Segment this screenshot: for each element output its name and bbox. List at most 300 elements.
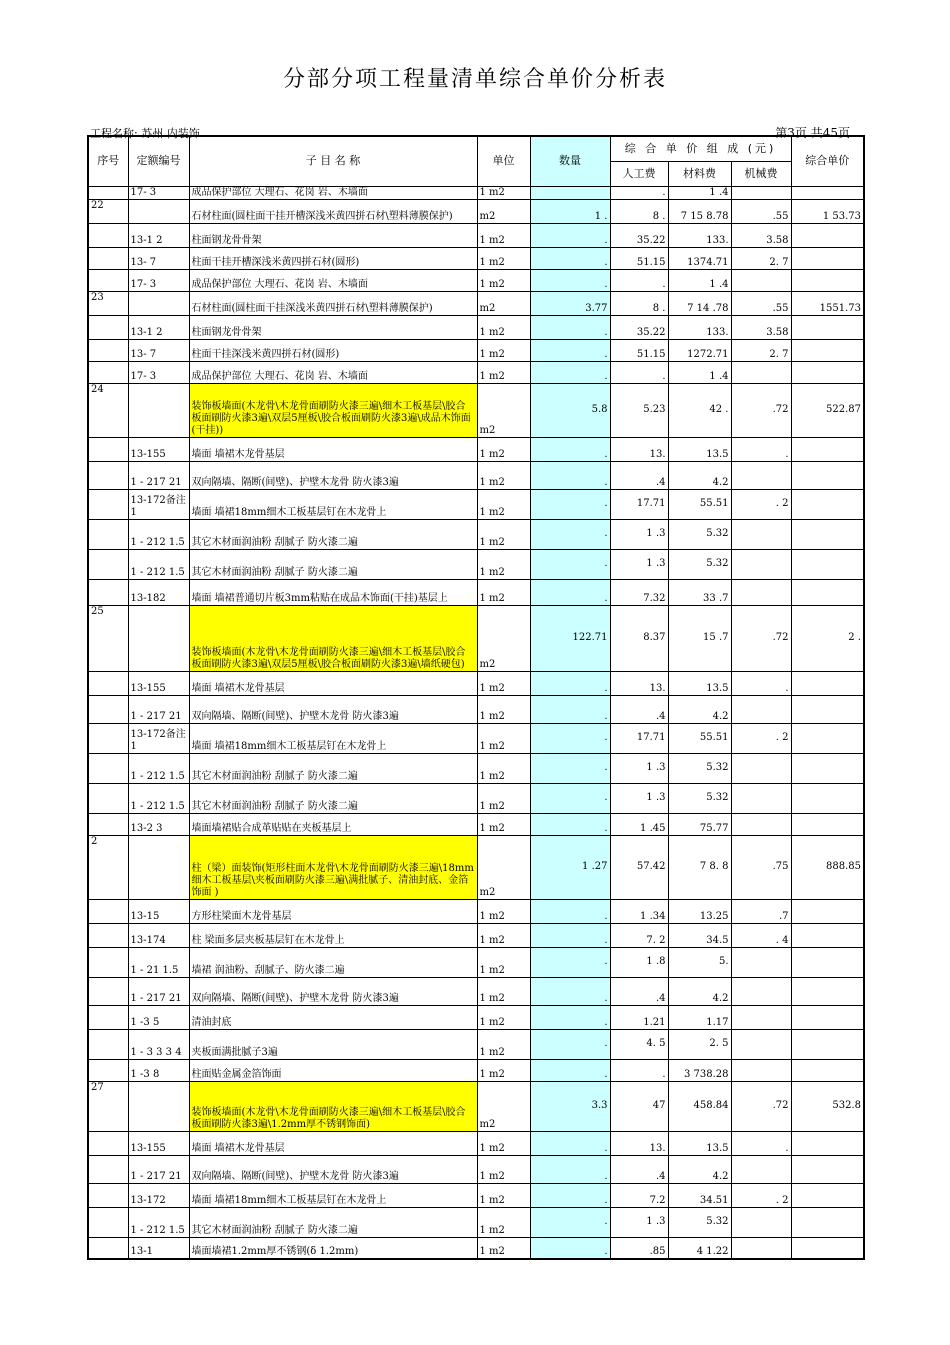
- table-row: [88, 605, 864, 671]
- cell-total: [791, 461, 864, 489]
- cell-material: 55.51: [668, 723, 731, 753]
- cell-total: [791, 813, 864, 835]
- cell-name: 装饰板墙面(木龙骨\木龙骨面刷防火漆三遍\细木工板基层\胶合板面刷防火漆3遍\1.2mm厚不锈钢饰面): [189, 1081, 477, 1131]
- cell-material: 133.: [668, 315, 731, 339]
- cell-code: 1 - 217 21: [128, 461, 189, 489]
- cell-unit: 1 m2: [477, 1005, 530, 1029]
- cell-code: 13-15: [128, 899, 189, 923]
- cell-unit: 1 m2: [477, 1237, 530, 1259]
- cell-machine: [731, 783, 791, 813]
- cell-name: 双向隔墙、隔断(间壁)、护壁木龙骨 防火漆3遍: [189, 461, 477, 489]
- cell-labor: .4: [610, 461, 668, 489]
- cell-labor: 51.15: [610, 339, 668, 361]
- cell-total: [791, 1237, 864, 1259]
- cell-seq: [88, 783, 128, 813]
- cell-material: 1.17: [668, 1005, 731, 1029]
- header-machine: 机械费: [731, 161, 791, 186]
- cell-code: 1 - 217 21: [128, 1155, 189, 1183]
- table-row: [88, 1029, 864, 1059]
- cell-name: 墙面 墙裙普通切片板3mm粘贴在成品木饰面(干挂)基层上: [189, 579, 477, 605]
- cell-unit: m2: [477, 605, 530, 671]
- cell-labor: 35.22: [610, 315, 668, 339]
- cell-name: 双向隔墙、隔断(间壁)、护壁木龙骨 防火漆3遍: [189, 1155, 477, 1183]
- cell-qty: .: [530, 361, 610, 383]
- cell-labor: 47: [610, 1081, 668, 1131]
- cell-qty: .: [530, 315, 610, 339]
- header-name: 子 目 名 称: [189, 136, 477, 186]
- table-row: [88, 1237, 864, 1259]
- page-title: 分部分项工程量清单综合单价分析表: [282, 67, 667, 92]
- cell-machine: 2. 7: [731, 247, 791, 269]
- cell-code: 13- 7: [128, 247, 189, 269]
- cell-total: [791, 489, 864, 519]
- cell-seq: [88, 1183, 128, 1207]
- cell-qty: .: [530, 1207, 610, 1237]
- cell-total: [791, 1183, 864, 1207]
- cell-name: 柱面贴金属金箔饰面: [189, 1059, 477, 1081]
- cell-labor: 17.71: [610, 489, 668, 519]
- cell-seq: [88, 695, 128, 723]
- cell-total: [791, 1005, 864, 1029]
- cell-code: 13-182: [128, 579, 189, 605]
- cell-code: 13-155: [128, 671, 189, 695]
- cell-seq: [88, 519, 128, 549]
- cell-unit: m2: [477, 291, 530, 315]
- cell-labor: 1.21: [610, 1005, 668, 1029]
- cell-qty: 5.8: [530, 383, 610, 437]
- cell-machine: .: [731, 437, 791, 461]
- cell-material: 1 .4: [668, 186, 731, 199]
- cell-code: 13-1 2: [128, 315, 189, 339]
- cell-total: [791, 315, 864, 339]
- cell-machine: [731, 519, 791, 549]
- cell-machine: [731, 1029, 791, 1059]
- cell-seq: [88, 1029, 128, 1059]
- header-composition: 综 合 单 价 组 成 (元): [610, 136, 791, 161]
- cell-machine: . 2: [731, 1183, 791, 1207]
- cell-name: 柱面干挂深浅米黄四拼石材(圆形): [189, 339, 477, 361]
- cell-labor: 13.: [610, 671, 668, 695]
- table-row: [88, 291, 864, 315]
- cell-seq: [88, 947, 128, 977]
- cell-unit: 1 m2: [477, 753, 530, 783]
- cell-code: 1 - 212 1.5: [128, 519, 189, 549]
- cell-unit: 1 m2: [477, 489, 530, 519]
- cell-labor: 51.15: [610, 247, 668, 269]
- table-row: [88, 223, 864, 247]
- cell-name: 墙面 墙裙18mm细木工板基层钉在木龙骨上: [189, 489, 477, 519]
- table-row: [88, 753, 864, 783]
- cell-qty: .: [530, 519, 610, 549]
- cell-unit: 1 m2: [477, 1131, 530, 1155]
- cell-seq: [88, 923, 128, 947]
- cell-qty: .: [530, 695, 610, 723]
- cell-labor: 1 .8: [610, 947, 668, 977]
- cell-total: [791, 361, 864, 383]
- table-row: [88, 186, 864, 199]
- cell-labor: 8 .: [610, 291, 668, 315]
- table-row: [88, 947, 864, 977]
- cell-seq: [88, 1131, 128, 1155]
- cell-machine: [731, 1155, 791, 1183]
- cell-labor: 5.23: [610, 383, 668, 437]
- cell-qty: .: [530, 1059, 610, 1081]
- cell-name: 墙面 墙裙木龙骨基层: [189, 1131, 477, 1155]
- cell-total: [791, 247, 864, 269]
- cell-machine: [731, 753, 791, 783]
- cell-material: 1374.71: [668, 247, 731, 269]
- cell-unit: 1 m2: [477, 519, 530, 549]
- cell-machine: .55: [731, 291, 791, 315]
- cell-seq: [88, 315, 128, 339]
- cell-name: 其它木材面润油粉 刮腻子 防火漆二遍: [189, 753, 477, 783]
- table-header: [88, 136, 864, 186]
- cell-name: 柱面干挂开槽深浅米黄四拼石材(圆形): [189, 247, 477, 269]
- cell-total: [791, 671, 864, 695]
- table-row: [88, 361, 864, 383]
- cell-qty: .: [530, 947, 610, 977]
- cell-material: 13.5: [668, 437, 731, 461]
- cell-unit: 1 m2: [477, 1155, 530, 1183]
- cell-code: 13-1 2: [128, 223, 189, 247]
- cell-code: [128, 383, 189, 437]
- table-row: [88, 695, 864, 723]
- cell-material: 7 14 .78: [668, 291, 731, 315]
- cell-total: [791, 753, 864, 783]
- cell-code: 13-1: [128, 1237, 189, 1259]
- cell-material: 4.2: [668, 695, 731, 723]
- cell-name: 其它木材面润油粉 刮腻子 防火漆二遍: [189, 1207, 477, 1237]
- cell-labor: 1 .45: [610, 813, 668, 835]
- cell-total: [791, 723, 864, 753]
- table-row: [88, 269, 864, 291]
- cell-name: 其它木材面润油粉 刮腻子 防火漆二遍: [189, 549, 477, 579]
- cell-machine: .72: [731, 1081, 791, 1131]
- table-row: [88, 383, 864, 437]
- cell-code: 17- 3: [128, 361, 189, 383]
- cell-machine: 2. 7: [731, 339, 791, 361]
- cell-qty: .: [530, 753, 610, 783]
- cell-code: 13-172备注1: [128, 489, 189, 519]
- cell-labor: .85: [610, 1237, 668, 1259]
- cell-seq: 24: [88, 383, 128, 437]
- cell-seq: [88, 361, 128, 383]
- cell-seq: [88, 549, 128, 579]
- cell-qty: .: [530, 461, 610, 489]
- cell-qty: .: [530, 489, 610, 519]
- table-row: [88, 1059, 864, 1081]
- header-code: 定额编号: [128, 136, 189, 186]
- cell-unit: 1 m2: [477, 947, 530, 977]
- cell-unit: 1 m2: [477, 923, 530, 947]
- cell-name: 装饰板墙面(木龙骨\木龙骨面刷防火漆三遍\细木工板基层\胶合板面刷防火漆3遍\双层5厘板\胶合板面刷防火漆3遍\成品木饰面(干挂)): [189, 383, 477, 437]
- cell-labor: 17.71: [610, 723, 668, 753]
- table-row: [88, 199, 864, 223]
- cell-name: 墙面 墙裙木龙骨基层: [189, 437, 477, 461]
- cell-name: 清油封底: [189, 1005, 477, 1029]
- table-row: [88, 813, 864, 835]
- cell-code: 13- 7: [128, 339, 189, 361]
- cell-material: 34.51: [668, 1183, 731, 1207]
- cell-machine: .7: [731, 899, 791, 923]
- cell-code: 1 - 212 1.5: [128, 783, 189, 813]
- cell-material: 7 8. 8: [668, 835, 731, 899]
- cell-material: 5.32: [668, 753, 731, 783]
- table-row: [88, 489, 864, 519]
- cell-seq: [88, 247, 128, 269]
- cell-name: 墙面 墙裙18mm细木工板基层钉在木龙骨上: [189, 1183, 477, 1207]
- cell-total: [791, 223, 864, 247]
- cell-machine: [731, 977, 791, 1005]
- cell-machine: [731, 549, 791, 579]
- table-row: [88, 899, 864, 923]
- cell-total: [791, 1029, 864, 1059]
- cell-material: 1 .4: [668, 361, 731, 383]
- cell-unit: 1 m2: [477, 549, 530, 579]
- cell-total: [791, 695, 864, 723]
- cell-machine: . 2: [731, 723, 791, 753]
- cell-total: [791, 783, 864, 813]
- cell-unit: m2: [477, 1081, 530, 1131]
- cell-qty: .: [530, 813, 610, 835]
- cell-code: 13-172备注1: [128, 723, 189, 753]
- cell-name: 墙面墙裙贴合成革贴贴在夹板基层上: [189, 813, 477, 835]
- cell-qty: 1 .27: [530, 835, 610, 899]
- cell-unit: m2: [477, 383, 530, 437]
- cell-code: 1 - 212 1.5: [128, 1207, 189, 1237]
- cell-material: 458.84: [668, 1081, 731, 1131]
- cell-total: [791, 339, 864, 361]
- cell-qty: .: [530, 723, 610, 753]
- cell-material: 75.77: [668, 813, 731, 835]
- cell-qty: 122.71: [530, 605, 610, 671]
- cell-qty: .: [530, 1005, 610, 1029]
- cell-seq: [88, 1207, 128, 1237]
- cell-material: 2. 5: [668, 1029, 731, 1059]
- cell-name: 双向隔墙、隔断(间壁)、护壁木龙骨 防火漆3遍: [189, 977, 477, 1005]
- cell-total: 522.87: [791, 383, 864, 437]
- cell-total: [791, 269, 864, 291]
- cell-seq: [88, 899, 128, 923]
- cell-code: 1 -3 5: [128, 1005, 189, 1029]
- cell-machine: .: [731, 1131, 791, 1155]
- cell-labor: .4: [610, 1155, 668, 1183]
- cell-machine: . 4: [731, 923, 791, 947]
- cell-seq: [88, 186, 128, 199]
- cell-name: 双向隔墙、隔断(间壁)、护壁木龙骨 防火漆3遍: [189, 695, 477, 723]
- cell-qty: 1 .: [530, 199, 610, 223]
- cell-seq: [88, 723, 128, 753]
- cell-qty: .: [530, 1029, 610, 1059]
- cell-qty: .: [530, 923, 610, 947]
- header-labor: 人工费: [610, 161, 668, 186]
- table-row: [88, 579, 864, 605]
- cell-unit: 1 m2: [477, 671, 530, 695]
- cell-machine: .55: [731, 199, 791, 223]
- cell-code: 1 - 217 21: [128, 977, 189, 1005]
- cell-labor: 4. 5: [610, 1029, 668, 1059]
- cell-name: 其它木材面润油粉 刮腻子 防火漆二遍: [189, 519, 477, 549]
- cell-labor: 7. 2: [610, 923, 668, 947]
- table-row: [88, 247, 864, 269]
- cell-material: 33 .7: [668, 579, 731, 605]
- cell-seq: 23: [88, 291, 128, 315]
- cell-seq: [88, 223, 128, 247]
- cell-name: 墙裙 润油粉、刮腻子、防火漆二遍: [189, 947, 477, 977]
- cell-total: 1551.73: [791, 291, 864, 315]
- cell-machine: .72: [731, 383, 791, 437]
- cell-unit: 1 m2: [477, 723, 530, 753]
- cell-code: 17- 3: [128, 186, 189, 199]
- cell-seq: [88, 1155, 128, 1183]
- cell-labor: 7.2: [610, 1183, 668, 1207]
- cell-labor: 57.42: [610, 835, 668, 899]
- cell-seq: [88, 671, 128, 695]
- cell-machine: [731, 695, 791, 723]
- cell-unit: 1 m2: [477, 1183, 530, 1207]
- cell-name: 成品保护部位 大理石、花岗 岩、木墙面: [189, 186, 477, 199]
- cell-qty: .: [530, 579, 610, 605]
- cell-unit: 1 m2: [477, 223, 530, 247]
- cell-qty: [530, 186, 610, 199]
- project-name: 工程名称: 苏州 内装饰: [90, 127, 200, 140]
- cell-unit: 1 m2: [477, 269, 530, 291]
- cell-total: 532.8: [791, 1081, 864, 1131]
- cell-code: 13-174: [128, 923, 189, 947]
- table-row: [88, 549, 864, 579]
- cell-code: 1 - 21 1.5: [128, 947, 189, 977]
- cell-total: [791, 519, 864, 549]
- table-row: [88, 1155, 864, 1183]
- table-row: [88, 339, 864, 361]
- cell-qty: .: [530, 1237, 610, 1259]
- cell-total: [791, 1059, 864, 1081]
- cell-code: 13-155: [128, 437, 189, 461]
- cell-unit: 1 m2: [477, 813, 530, 835]
- cell-material: 5.32: [668, 1207, 731, 1237]
- cell-machine: .72: [731, 605, 791, 671]
- cell-qty: .: [530, 247, 610, 269]
- table-row: [88, 519, 864, 549]
- cell-seq: [88, 579, 128, 605]
- cell-code: [128, 199, 189, 223]
- cell-name: 成品保护部位 大理石、花岗 岩、木墙面: [189, 361, 477, 383]
- cell-material: 4.2: [668, 1155, 731, 1183]
- cell-total: 888.85: [791, 835, 864, 899]
- cell-total: [791, 186, 864, 199]
- cell-material: 1 .4: [668, 269, 731, 291]
- cell-seq: 2: [88, 835, 128, 899]
- cell-material: 13.25: [668, 899, 731, 923]
- cell-seq: [88, 339, 128, 361]
- cell-name: 墙面 墙裙木龙骨基层: [189, 671, 477, 695]
- table-row: [88, 315, 864, 339]
- cell-machine: [731, 1207, 791, 1237]
- cell-code: 1 - 217 21: [128, 695, 189, 723]
- cell-machine: [731, 947, 791, 977]
- cell-unit: 1 m2: [477, 461, 530, 489]
- cell-material: 42 .: [668, 383, 731, 437]
- cell-labor: 1 .3: [610, 753, 668, 783]
- table-row: [88, 437, 864, 461]
- cell-code: 1 -3 8: [128, 1059, 189, 1081]
- cell-labor: .: [610, 186, 668, 199]
- cell-name: 成品保护部位 大理石、花岗 岩、木墙面: [189, 269, 477, 291]
- cell-labor: .: [610, 269, 668, 291]
- cell-labor: .: [610, 1059, 668, 1081]
- cell-labor: .4: [610, 977, 668, 1005]
- cell-material: 15 .7: [668, 605, 731, 671]
- cell-unit: m2: [477, 835, 530, 899]
- cell-seq: [88, 1237, 128, 1259]
- cell-unit: 1 m2: [477, 437, 530, 461]
- cell-seq: [88, 437, 128, 461]
- cell-name: 柱 梁面多层夹板基层钉在木龙骨上: [189, 923, 477, 947]
- table-row: [88, 923, 864, 947]
- table-row: [88, 723, 864, 753]
- table-row: [88, 977, 864, 1005]
- unit-price-table: [87, 135, 865, 1260]
- cell-machine: [731, 1059, 791, 1081]
- cell-qty: .: [530, 1183, 610, 1207]
- cell-unit: 1 m2: [477, 247, 530, 269]
- cell-qty: .: [530, 437, 610, 461]
- cell-material: 3 738.28: [668, 1059, 731, 1081]
- table-row: [88, 1207, 864, 1237]
- table-row: [88, 835, 864, 899]
- cell-qty: .: [530, 977, 610, 1005]
- table-row: [88, 1081, 864, 1131]
- cell-seq: [88, 977, 128, 1005]
- cell-seq: [88, 489, 128, 519]
- cell-seq: 22: [88, 199, 128, 223]
- cell-qty: 3.77: [530, 291, 610, 315]
- cell-seq: [88, 1059, 128, 1081]
- cell-name: 其它木材面润油粉 刮腻子 防火漆二遍: [189, 783, 477, 813]
- cell-total: 2 .: [791, 605, 864, 671]
- cell-material: 1272.71: [668, 339, 731, 361]
- cell-material: 5.: [668, 947, 731, 977]
- table-row: [88, 1131, 864, 1155]
- cell-unit: 1 m2: [477, 695, 530, 723]
- cell-name: 夹板面满批腻子3遍: [189, 1029, 477, 1059]
- cell-name: 墙面墙裙1.2mm厚不锈钢(δ 1.2mm): [189, 1237, 477, 1259]
- cell-total: [791, 977, 864, 1005]
- header-material: 材料费: [668, 161, 731, 186]
- table-row: [88, 783, 864, 813]
- header-total: 综合单价: [791, 136, 864, 186]
- cell-name: 柱面钢龙骨骨架: [189, 315, 477, 339]
- cell-code: [128, 605, 189, 671]
- cell-labor: 1 .3: [610, 1207, 668, 1237]
- cell-code: 1 - 212 1.5: [128, 753, 189, 783]
- table-body: [88, 186, 864, 1259]
- cell-material: 34.5: [668, 923, 731, 947]
- cell-machine: .: [731, 671, 791, 695]
- cell-qty: .: [530, 223, 610, 247]
- cell-unit: 1 m2: [477, 1029, 530, 1059]
- cell-total: [791, 437, 864, 461]
- header-qty: 数量: [530, 136, 610, 186]
- table-row: [88, 671, 864, 695]
- cell-qty: 3.3: [530, 1081, 610, 1131]
- cell-seq: [88, 813, 128, 835]
- cell-labor: 13.: [610, 1131, 668, 1155]
- cell-name: 装饰板墙面(木龙骨\木龙骨面刷防火漆三遍\细木工板基层\胶合板面刷防火漆3遍\双层5厘板\胶合板面刷防火漆3遍\墙纸硬包): [189, 605, 477, 671]
- cell-material: 13.5: [668, 671, 731, 695]
- cell-material: 133.: [668, 223, 731, 247]
- table-row: [88, 1005, 864, 1029]
